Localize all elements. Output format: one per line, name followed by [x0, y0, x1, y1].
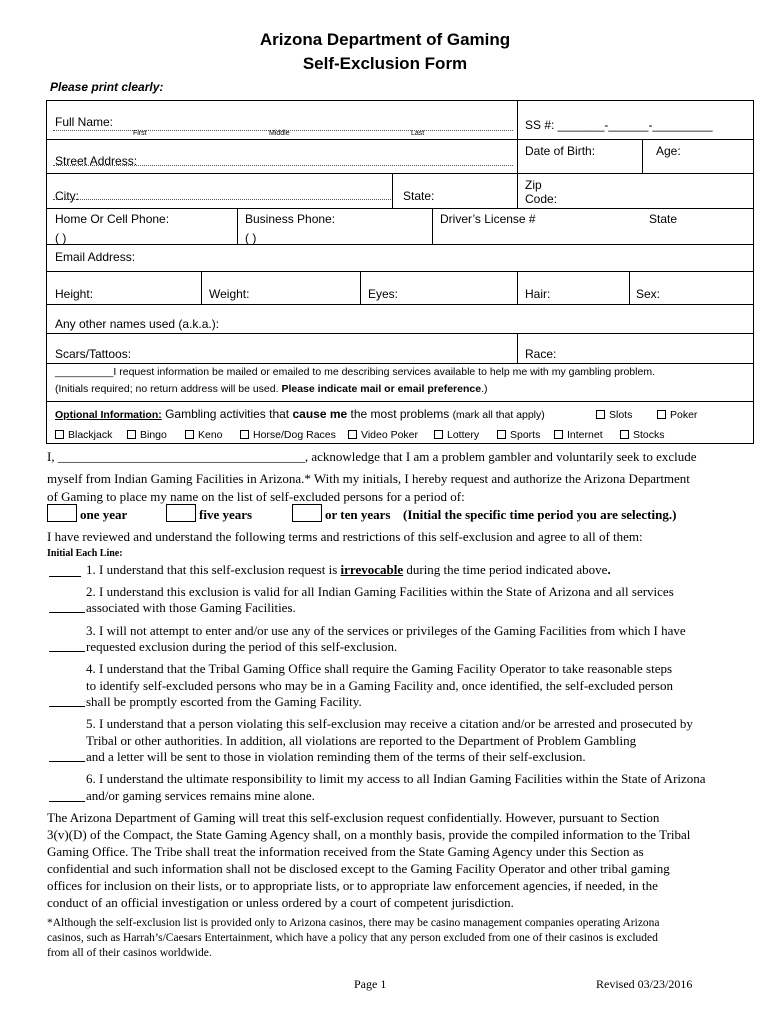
- age-label[interactable]: Age:: [656, 144, 681, 158]
- option-video-poker[interactable]: Video Poker: [348, 429, 418, 441]
- dl-state-label[interactable]: State: [649, 212, 678, 226]
- ack-line-3: of Gaming to place my name on the list of self-excluded persons for a period of:: [47, 489, 465, 504]
- dob-label[interactable]: Date of Birth:: [525, 144, 596, 158]
- option-slots[interactable]: Slots: [596, 409, 632, 421]
- ten-years-initial-box[interactable]: [292, 504, 322, 522]
- ack-line-1[interactable]: I, ______________________________________, acknowledge that I am a problem gambler and voluntarily seek to exclude: [47, 449, 697, 464]
- period-note: (Initial the specific time period you are selecting.): [403, 507, 677, 522]
- term-5-line-1: 5. I understand that a person violating this self-exclusion may receive a citation and/or be arrested and prosecuted by: [86, 716, 693, 731]
- confidential-line-6: conduct of an official investigation or unless ordered by a court of competent jurisdiction.: [47, 895, 514, 910]
- term-1: 1. I understand that this self-exclusion request is irrevocable during the time period indicated above.: [86, 562, 611, 577]
- term-6-initial-line[interactable]: [49, 801, 85, 802]
- term-2-line-1: 2. I understand this exclusion is valid for all Indian Gaming Facilities within the State of Arizona and all services: [86, 584, 674, 599]
- sex-label[interactable]: Sex:: [636, 287, 661, 301]
- footnote-line-2: casinos, such as Harrah’s/Caesars Entertainment, which have a policy that any person excluded from one of their casinos is excluded: [47, 932, 658, 944]
- checkbox-icon[interactable]: [620, 430, 629, 439]
- one-year-initial-box[interactable]: [47, 504, 77, 522]
- checkbox-icon[interactable]: [240, 430, 249, 439]
- revised-date: Revised 03/23/2016: [596, 977, 693, 991]
- last-name-caption: Last: [411, 130, 425, 137]
- checkbox-icon[interactable]: [55, 430, 64, 439]
- eyes-label[interactable]: Eyes:: [368, 287, 399, 301]
- option-sports[interactable]: Sports: [497, 429, 540, 441]
- info-request-note: (Initials required; no return address will be used. Please indicate mail or email preference.): [55, 383, 488, 395]
- business-phone-area-code: ( ): [245, 231, 257, 245]
- zip-label-line1[interactable]: Zip: [525, 178, 542, 192]
- full-name-label: Full Name:: [55, 115, 114, 129]
- confidential-line-4: confidential and such information shall not be disclosed except to the Gaming Facility Operator and other tribal gaming: [47, 861, 670, 876]
- term-1-initial-line[interactable]: [49, 576, 81, 577]
- form-subtitle: Self-Exclusion Form: [302, 54, 468, 73]
- option-blackjack[interactable]: Blackjack: [55, 429, 112, 441]
- checkbox-icon[interactable]: [497, 430, 506, 439]
- state-label[interactable]: State:: [403, 189, 435, 203]
- first-name-caption: First: [133, 130, 147, 137]
- aka-label[interactable]: Any other names used (a.k.a.):: [55, 317, 220, 331]
- personal-info-form: [46, 100, 754, 444]
- five-years-initial-box[interactable]: [166, 504, 196, 522]
- optional-info-row: Optional Information: Gambling activities that cause me the most problems (mark all that apply): [55, 407, 545, 421]
- confidential-line-2: 3(v)(D) of the Compact, the State Gaming Agency shall, on a monthly basis, provide the compiled information to the Tribal: [47, 827, 691, 842]
- option-horse-dog-races[interactable]: Horse/Dog Races: [240, 429, 336, 441]
- term-6-line-1: 6. I understand the ultimate responsibility to limit my access to all Indian Gaming Facilities within the State of Arizona: [86, 771, 706, 786]
- option-keno[interactable]: Keno: [185, 429, 223, 441]
- option-poker[interactable]: Poker: [657, 409, 697, 421]
- term-4-line-2: to identify self-excluded persons who may be in a Gaming Facility and, once identified, the self-excluded person: [86, 678, 673, 693]
- page-number: Page 1: [354, 977, 387, 991]
- home-phone-label[interactable]: Home Or Cell Phone:: [55, 212, 170, 226]
- print-instruction: Please print clearly:: [50, 80, 164, 94]
- term-5-initial-line[interactable]: [49, 761, 85, 762]
- confidential-line-1: The Arizona Department of Gaming will treat this self-exclusion request confidentially. However, pursuant to Section: [47, 810, 660, 825]
- business-phone-label[interactable]: Business Phone:: [245, 212, 336, 226]
- zip-label-line2[interactable]: Code:: [525, 192, 558, 206]
- email-label[interactable]: Email Address:: [55, 250, 136, 264]
- city-label[interactable]: City:: [55, 189, 79, 203]
- term-3-line-1: 3. I will not attempt to enter and/or use any of the services or privileges of the Gaming Facilities from which I have: [86, 623, 686, 638]
- checkbox-icon[interactable]: [596, 410, 605, 419]
- checkbox-icon[interactable]: [185, 430, 194, 439]
- checkbox-icon[interactable]: [434, 430, 443, 439]
- form-title: Arizona Department of Gaming: [259, 30, 511, 49]
- one-year-label: one year: [80, 507, 128, 522]
- term-2-line-2: associated with those Gaming Facilities.: [86, 600, 296, 615]
- term-5-line-2: Tribal or other authorities. In addition, all violations are reported to the Department of Problem Gambling: [86, 733, 637, 748]
- term-5-line-3: and a letter will be sent to those in violation reminding them of the terms of their self-exclusion.: [86, 749, 586, 764]
- term-4-line-3: shall be promptly escorted from the Gaming Facility.: [86, 694, 362, 709]
- footnote-line-1: *Although the self-exclusion list is provided only to Arizona casinos, there may be casino management companies operating Arizona: [47, 917, 660, 929]
- middle-name-caption: Middle: [269, 130, 290, 137]
- home-phone-area-code: ( ): [55, 231, 67, 245]
- street-address-label[interactable]: Street Address:: [55, 154, 138, 168]
- term-4-line-1: 4. I understand that the Tribal Gaming Office shall require the Gaming Facility Operator to take reasonable steps: [86, 661, 673, 676]
- initial-each-line: Initial Each Line:: [47, 548, 123, 559]
- scars-tattoos-label[interactable]: Scars/Tattoos:: [55, 347, 132, 361]
- five-years-label: five years: [199, 507, 253, 522]
- term-6-line-2: and/or gaming services remains mine alone.: [86, 788, 315, 803]
- option-stocks[interactable]: Stocks: [620, 429, 665, 441]
- drivers-license-label[interactable]: Driver’s License #: [440, 212, 536, 226]
- info-request-line[interactable]: __________I request information be mailed or emailed to me describing services available to help me with my gambling problem.: [55, 366, 655, 378]
- term-2-initial-line[interactable]: [49, 612, 85, 613]
- term-4-initial-line[interactable]: [49, 706, 85, 707]
- term-3-initial-line[interactable]: [49, 651, 85, 652]
- ssn-label[interactable]: SS #: _______-______-_________: [525, 118, 713, 132]
- option-internet[interactable]: Internet: [554, 429, 603, 441]
- weight-label[interactable]: Weight:: [209, 287, 250, 301]
- option-bingo[interactable]: Bingo: [127, 429, 167, 441]
- footnote-line-3: from all of their casinos worldwide.: [47, 947, 212, 959]
- hair-label[interactable]: Hair:: [525, 287, 551, 301]
- race-label[interactable]: Race:: [525, 347, 557, 361]
- ack-line-2: myself from Indian Gaming Facilities in Arizona.* With my initials, I hereby request and authorize the Arizona Department: [47, 471, 690, 486]
- confidential-line-3: Gaming Office. The Tribe shall treat the information received from the State Gaming Agency under this Section as: [47, 844, 644, 859]
- height-label[interactable]: Height:: [55, 287, 94, 301]
- option-lottery[interactable]: Lottery: [434, 429, 479, 441]
- reviewed-statement: I have reviewed and understand the following terms and restrictions of this self-exclusion and agree to all of them:: [47, 529, 643, 544]
- checkbox-icon[interactable]: [657, 410, 666, 419]
- checkbox-icon[interactable]: [554, 430, 563, 439]
- checkbox-icon[interactable]: [348, 430, 357, 439]
- checkbox-icon[interactable]: [127, 430, 136, 439]
- term-3-line-2: requested exclusion during the period of this self-exclusion.: [86, 639, 398, 654]
- confidential-line-5: offices for inclusion on their lists, or to appropriate lists, or to appropriate law enforcement agencies, if needed, in the: [47, 878, 658, 893]
- ten-years-label: or ten years: [325, 507, 391, 522]
